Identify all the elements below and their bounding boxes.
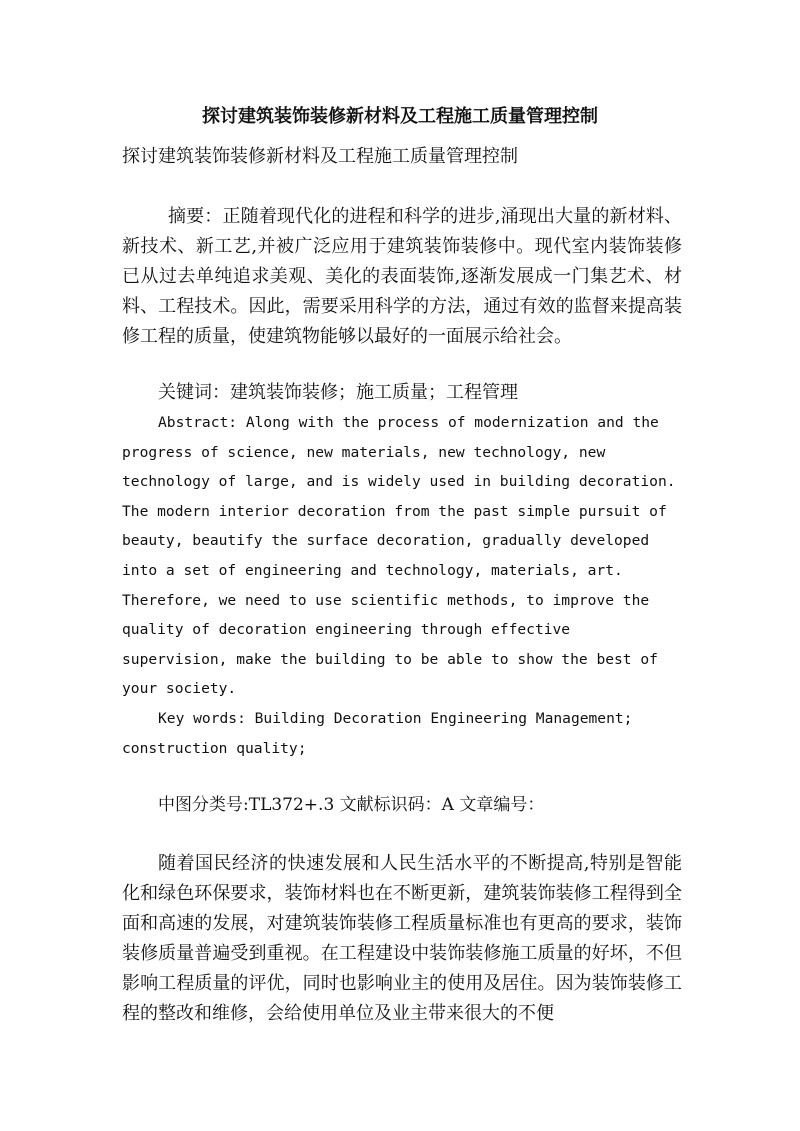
introduction-paragraph: 随着国民经济的快速发展和人民生活水平的不断提高,特别是智能化和绿色环保要求，装饰材料也在不断更新，建筑装饰装修工程得到全面和高速的发展，对建筑装饰装修工程质量标准也有更高的要求，装饰装修质量普遍受到重视。在工程建设中装饰装修施工质量的好坏，不但影响工程质量的评优，同时也影响业主的使用及居住。因为装饰装修工程的整改和维修，会给使用单位及业主带来很大的不便 [122, 853, 682, 1024]
keywords-chinese: 关键词：建筑装饰装修；施工质量；工程管理 [158, 382, 518, 403]
abstract-english: Abstract: Along with the process of modernization and the progress of science, new materials, new technology, new technology of large, and is widely used in building decoration. The modern interior decoration from the past simple pursuit of beauty, beautify the surface decoration, gradually developed into a set of engineering and technology, materials, art. Therefore, we need to use scientific methods, to improve the quality of decoration engineering through effective supervision, make the building to be able to show the best of your society. [122, 414, 676, 698]
keywords-english: Key words: Building Decoration Engineering Management; construction quality; [122, 710, 633, 757]
classification-line: 中图分类号:TL372+.3 文献标识码：A 文章编号： [158, 795, 545, 815]
document-title: 探讨建筑装饰装修新材料及工程施工质量管理控制 [202, 106, 598, 127]
document-subtitle: 探讨建筑装饰装修新材料及工程施工质量管理控制 [122, 146, 518, 167]
abstract-chinese: 摘要：正随着现代化的进程和科学的进步,涌现出大量的新材料、新技术、新工艺,并被广泛应用于建筑装饰装修中。现代室内装饰装修已从过去单纯追求美观、美化的表面装饰,逐渐发展成一门集艺术、材料、工程技术。因此，需要采用科学的方法，通过有效的监督来提高装修工程的质量，使建筑物能够以最好的一面展示给社会。 [122, 206, 682, 347]
